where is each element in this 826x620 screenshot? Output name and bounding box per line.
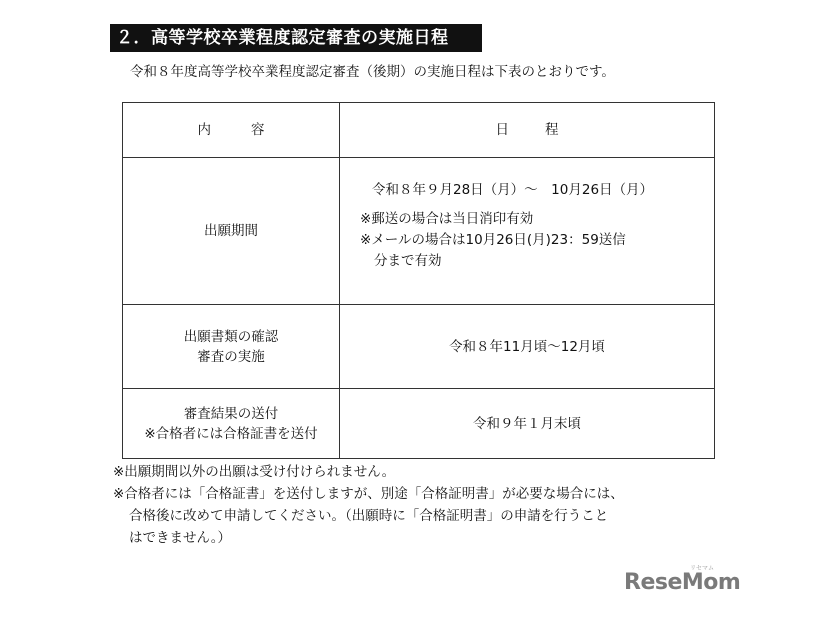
row-label-review xyxy=(123,305,340,389)
mail-postmark-note: ※郵送の場合は当日消印有効 xyxy=(360,211,534,227)
row-label-results-line2: ※合格者には合格証書を送付 xyxy=(144,425,318,442)
header-schedule xyxy=(340,103,715,158)
row-value-results: 令和９年１月末頃 xyxy=(340,389,715,459)
footnote-2: ※合格者には「合格証書」を送付しますが、別途「合格証明書」が必要な場合には、 xyxy=(113,486,624,502)
footnote-2-cont2: はできません。） xyxy=(129,530,232,546)
email-deadline-note: ※メールの場合は10月26日(月)23：59送信 xyxy=(360,232,626,248)
header-content xyxy=(123,103,340,158)
footnote-2-cont: 合格後に改めて申請してください。（出願時に「合格証明書」の申請を行うこと xyxy=(129,508,609,524)
table-row xyxy=(123,389,715,459)
logo-subtext: リセマム xyxy=(690,565,714,572)
row-label-review-line1: 出願書類の確認 xyxy=(183,328,279,345)
row-value-application-period xyxy=(340,158,715,305)
table-row xyxy=(123,158,715,305)
footnotes xyxy=(113,461,713,549)
header-content-char2: 容 xyxy=(251,122,265,138)
section-heading: ２．高等学校卒業程度認定審査の実施日程 xyxy=(110,24,482,52)
table-row xyxy=(123,305,715,389)
footnote-1: ※出願期間以外の出願は受け付けられません。 xyxy=(113,464,396,480)
email-deadline-note-cont: 分まで有効 xyxy=(374,253,442,269)
row-label-results xyxy=(123,389,340,459)
schedule-table xyxy=(122,102,715,459)
header-schedule-char2: 程 xyxy=(545,122,559,138)
table-header-row xyxy=(123,103,715,158)
intro-text: 令和８年度高等学校卒業程度認定審査（後期）の実施日程は下表のとおりです。 xyxy=(130,64,615,80)
resemom-logo: ReseMom xyxy=(624,570,741,595)
row-value-review: 令和８年11月頃～12月頃 xyxy=(340,305,715,389)
header-content-char1: 内 xyxy=(197,122,211,138)
header-schedule-char1: 日 xyxy=(495,122,509,138)
row-label-results-line1: 審査結果の送付 xyxy=(183,405,279,422)
row-label-review-line2: 審査の実施 xyxy=(197,348,265,365)
application-period-date: 令和８年９月28日（月）～ 10月26日（月） xyxy=(372,182,654,198)
row-label-application-period: 出願期間 xyxy=(123,158,340,305)
